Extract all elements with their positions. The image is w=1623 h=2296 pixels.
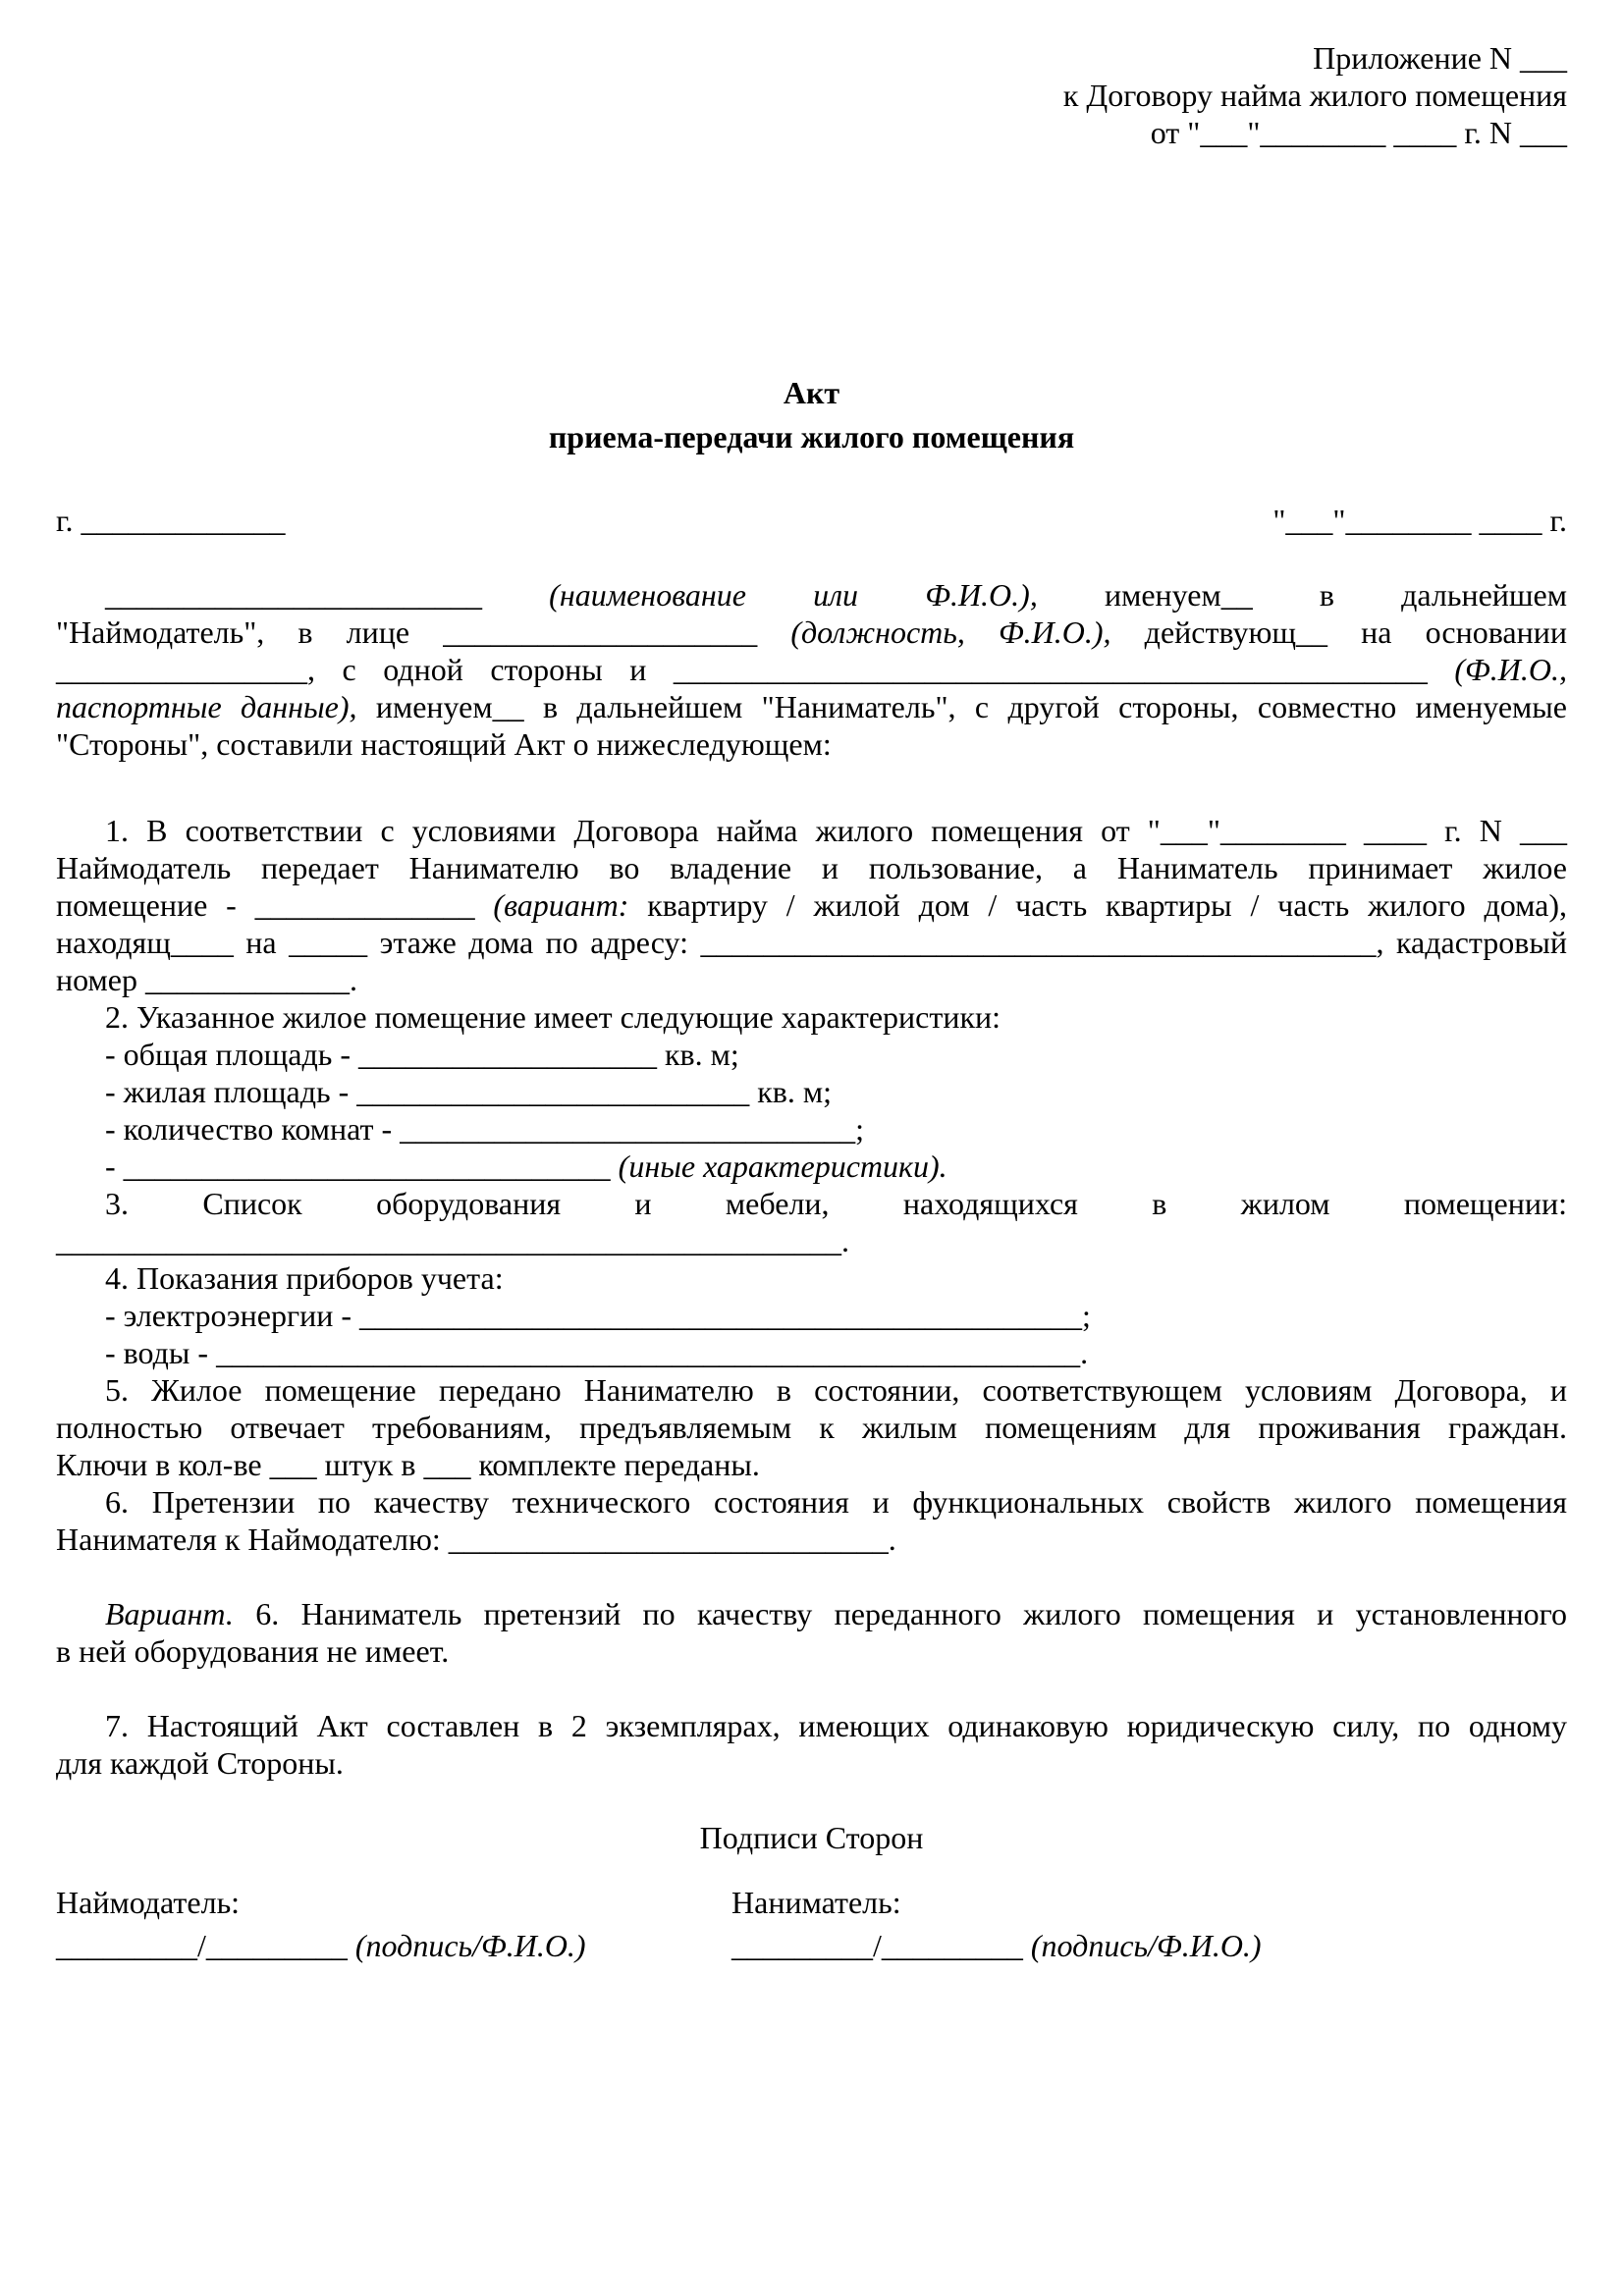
text-run: "Наймодатель", в лице ____________________ <box>56 614 791 650</box>
clause-7 <box>56 1707 1567 1782</box>
text-line: - воды - _______________________________________________________. <box>105 1335 1089 1370</box>
tenant-signature-line <box>731 1927 1567 1964</box>
text-line <box>56 651 1567 688</box>
text-run: помещение - ______________ <box>56 887 494 923</box>
header-contract-date: от "___"________ ____ г. N ___ <box>1150 115 1567 150</box>
document-title <box>56 371 1567 459</box>
text-line: 2. Указанное жилое помещение имеет следующие характеристики: <box>105 999 1001 1035</box>
text-line <box>56 1595 1567 1632</box>
date-blank: "___"________ ____ г. <box>1272 503 1567 538</box>
tenant-label: Наниматель: <box>731 1885 901 1920</box>
landlord-signature-column <box>56 1884 731 1964</box>
text-line: находящ____ на _____ этаже дома по адресу: ___________________________________________, кадастровый <box>56 925 1567 960</box>
text-line: 6. Претензии по качеству технического состояния и функциональных свойств жилого помещения <box>105 1484 1567 1520</box>
text-line: 3. Список оборудования и мебели, находящихся в жилом помещении: <box>105 1186 1567 1221</box>
text-line: "Стороны", составили настоящий Акт о нижеследующем: <box>56 726 832 762</box>
text-run: именуем__ в дальнейшем <box>1037 577 1567 613</box>
text-line: 1. В соответствии с условиями Договора найма жилого помещения от "___"________ ____ г. N ___ <box>105 813 1567 848</box>
city-blank: г. _____________ <box>56 503 286 538</box>
text-run: 6. Наниматель претензий по качеству переданного жилого помещения и установленного <box>233 1596 1567 1631</box>
text-run: - _______________________________ <box>105 1148 619 1184</box>
text-run: именуем__ в дальнейшем "Наниматель", с другой стороны, совместно именуемые <box>356 689 1568 724</box>
signature-blank: _________/_________ <box>56 1928 355 1963</box>
italic-note: (подпись/Ф.И.О.) <box>1030 1928 1262 1963</box>
text-run: действующ__ на основании <box>1110 614 1568 650</box>
landlord-signature-line <box>56 1927 731 1964</box>
text-line <box>56 1148 1567 1185</box>
landlord-label: Наймодатель: <box>56 1885 241 1920</box>
clause-5 <box>56 1371 1567 1483</box>
clause-3 <box>56 1185 1567 1259</box>
text-line <box>56 688 1567 725</box>
text-line: 4. Показания приборов учета: <box>105 1260 504 1296</box>
text-line: Нанимателя к Наймодателю: ____________________________. <box>56 1522 896 1557</box>
italic-note: (вариант: <box>493 887 629 923</box>
text-line: 7. Настоящий Акт составлен в 2 экземплярах, имеющих одинаковую юридическую силу, по одному <box>105 1708 1567 1743</box>
signature-blank: _________/_________ <box>731 1928 1031 1963</box>
header-appendix-number: Приложение N ___ <box>1313 40 1567 76</box>
italic-note: (подпись/Ф.И.О.) <box>354 1928 586 1963</box>
italic-note: (Ф.И.О., <box>1454 652 1567 687</box>
header-contract-reference: к Договору найма жилого помещения <box>1062 78 1567 113</box>
text-run: ________________, с одной стороны и ________________________________________________ <box>56 652 1455 687</box>
text-line <box>56 576 1567 614</box>
italic-note: Вариант. <box>105 1596 234 1631</box>
header-appendix-block <box>56 39 1567 151</box>
italic-note: паспортные данные), <box>56 689 357 724</box>
text-line: полностью отвечает требованиям, предъявляемым к жилым помещениям для проживания граждан. <box>56 1410 1567 1445</box>
text-line: 5. Жилое помещение передано Нанимателю в состоянии, соответствующем условиям Договора, и <box>105 1372 1567 1408</box>
text-line <box>56 614 1567 651</box>
clause-4 <box>56 1259 1567 1371</box>
text-line: в ней оборудования не имеет. <box>56 1633 450 1669</box>
text-line: - электроэнергии - ______________________________________________; <box>105 1298 1091 1333</box>
italic-note: (наименование или Ф.И.О.), <box>549 577 1038 613</box>
text-line: - количество комнат - _____________________________; <box>105 1111 865 1147</box>
signatures-block <box>56 1884 1567 1964</box>
text-line: - жилая площадь - _________________________ кв. м; <box>105 1074 833 1109</box>
clause-2 <box>56 998 1567 1185</box>
clause-6 <box>56 1483 1567 1558</box>
text-line: номер _____________. <box>56 962 357 997</box>
text-line: Наймодатель передает Нанимателю во владение и пользование, а Наниматель принимает жилое <box>56 850 1567 885</box>
tenant-signature-column <box>731 1884 1567 1964</box>
text-line <box>56 886 1567 924</box>
text-line: - общая площадь - ___________________ кв. м; <box>105 1037 739 1072</box>
signatures-heading: Подписи Сторон <box>699 1820 924 1855</box>
text-run: ________________________ <box>105 577 550 613</box>
title-line-act: Акт <box>783 375 840 410</box>
text-line: для каждой Стороны. <box>56 1745 344 1781</box>
clause-1 <box>56 812 1567 998</box>
title-line-subject: приема-передачи жилого помещения <box>548 419 1075 454</box>
city-date-row <box>56 502 1567 539</box>
clause-6-variant <box>56 1595 1567 1670</box>
text-line: Ключи в кол-ве ___ штук в ___ комплекте переданы. <box>56 1447 760 1482</box>
italic-note: (иные характеристики). <box>618 1148 947 1184</box>
intro-paragraph <box>56 576 1567 763</box>
text-line: __________________________________________________. <box>56 1223 849 1258</box>
text-run: квартиру / жилой дом / часть квартиры / часть жилого дома), <box>628 887 1568 923</box>
italic-note: (должность, Ф.И.О.), <box>790 614 1111 650</box>
